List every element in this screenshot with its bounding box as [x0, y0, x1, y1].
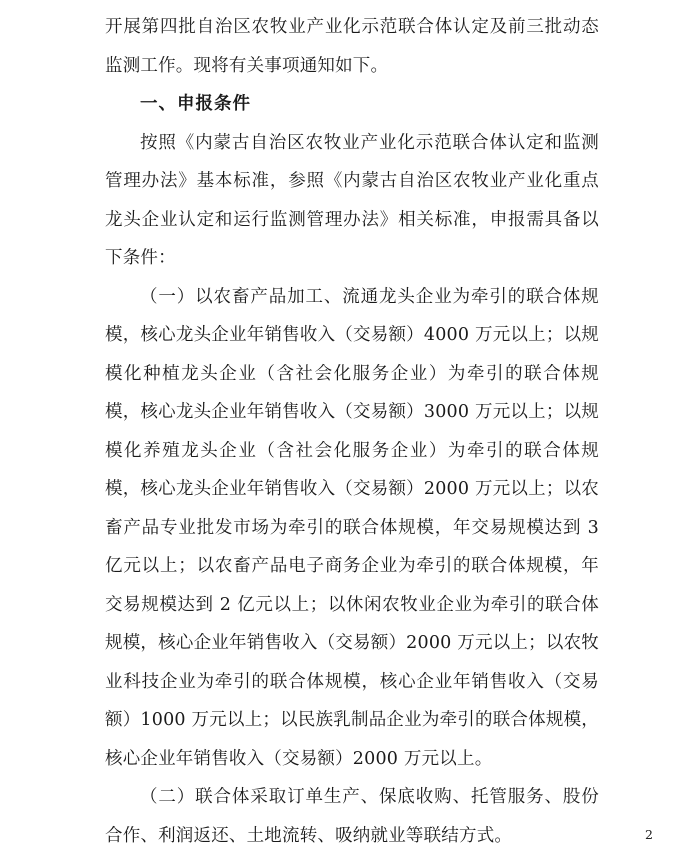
paragraph-standards-reference: 按照《内蒙古自治区农牧业产业化示范联合体认定和监测管理办法》基本标准，参照《内蒙古自治区农牧业产业化重点龙头企业认定和运行监测管理办法》相关标准，申报需具备以下条件： [105, 132, 599, 268]
paragraph-item-two-linkage-methods: （二）联合体采取订单生产、保底收购、托管服务、股份合作、利润返还、土地流转、吸纳就业等联结方式。 [105, 787, 599, 846]
paragraph-item-one-scale-requirements: （一）以农畜产品加工、流通龙头企业为牵引的联合体规模，核心龙头企业年销售收入（交易额）4000 万元以上；以规模化种植龙头企业（含社会化服务企业）为牵引的联合体规模，核心龙头企业年销售收入（交易额）3000 万元以上；以规模化养殖龙头企业（含社会化服务企业）为牵引的联合体规模，核心龙头企业年销售收入（交易额）2000 万元以上；以农畜产品专业批发市场为牵引的联合体规模，年交易规模达到 3 亿元以上；以农畜产品电子商务企业为牵引的联合体规模，年交易规模达到 2 亿元以上；以休闲农牧业企业为牵引的联合体规模，核心企业年销售收入（交易额）2000 万元以上；以农牧业科技企业为牵引的联合体规模，核心企业年销售收入（交易额）1000 万元以上；以民族乳制品企业为牵引的联合体规模，核心企业年销售收入（交易额）2000 万元以上。 [105, 286, 599, 769]
document-body [105, 8, 599, 855]
page-number: 2 [645, 827, 653, 842]
paragraph-continuation: 开展第四批自治区农牧业产业化示范联合体认定及前三批动态监测工作。现将有关事项通知如下。 [105, 17, 599, 76]
section-heading-application-conditions: 一、申报条件 [140, 94, 251, 114]
